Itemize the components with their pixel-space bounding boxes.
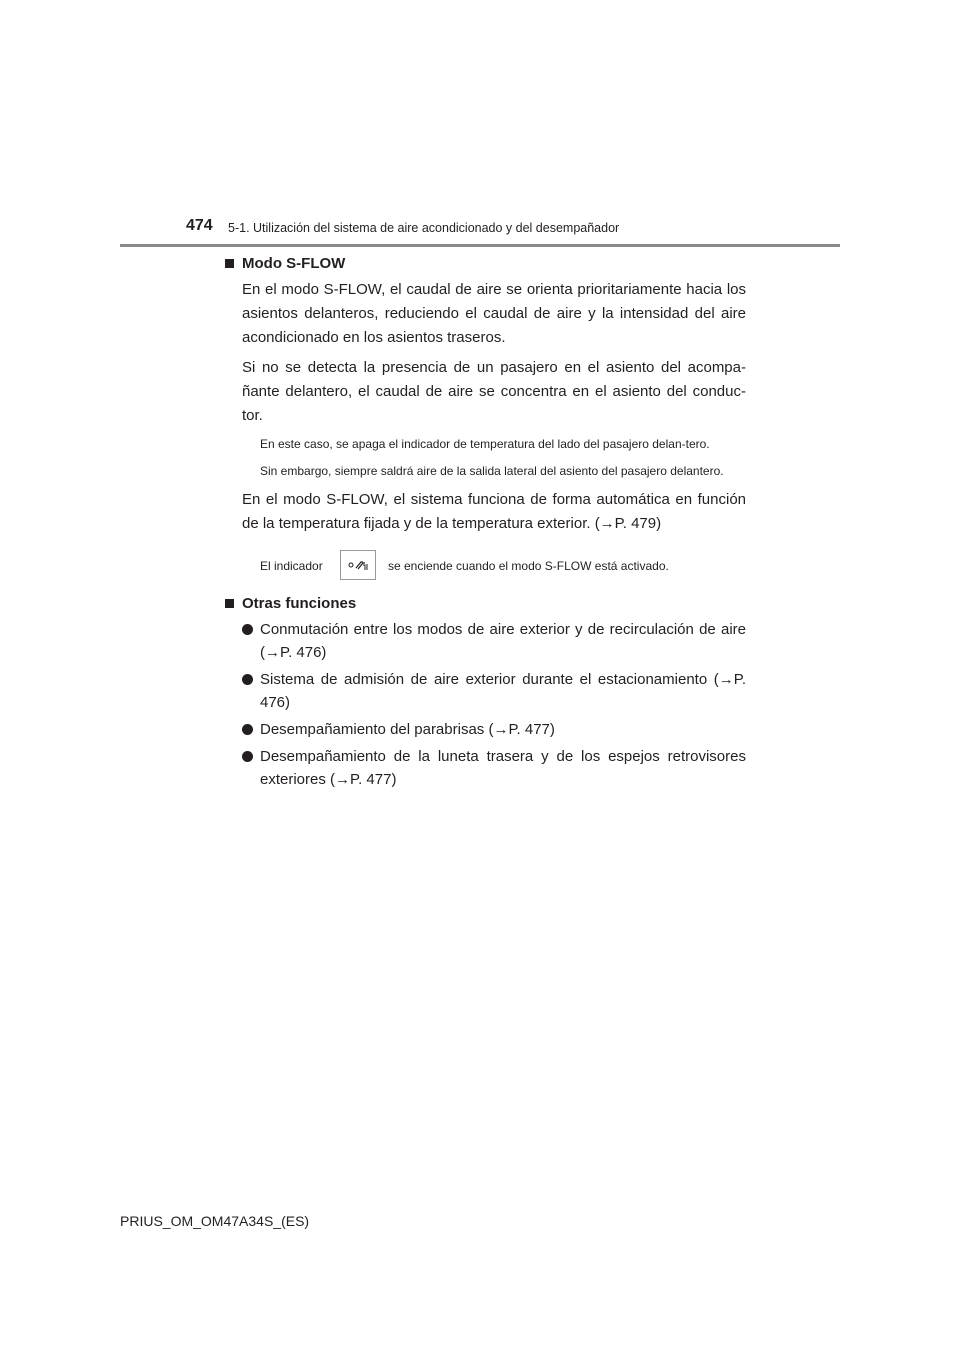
bullet-dot-icon <box>242 624 253 635</box>
list-item-text: Conmutación entre los modos de aire exterior y de recirculación de aire (→P. 476) <box>260 621 746 661</box>
section-title-sflow <box>220 254 746 274</box>
page-content <box>220 254 746 795</box>
list-item <box>242 745 746 791</box>
bullet-dot-icon <box>242 751 253 762</box>
list-item-text: Sistema de admisión de aire exterior durante el estacionamiento (→P. 476) <box>260 671 746 711</box>
page-number: 474 <box>186 217 213 234</box>
section-title-text: Otras funciones <box>242 595 357 612</box>
indicator-note <box>260 550 746 580</box>
indicator-text-after: se enciende cuando el modo S-FLOW está activado. <box>388 559 669 573</box>
square-bullet-icon <box>225 599 234 608</box>
note: En este caso, se apaga el indicador de temperatura del lado del pasajero delan-tero. <box>260 437 710 451</box>
square-bullet-icon <box>225 259 234 268</box>
paragraph: En el modo S-FLOW, el caudal de aire se orienta prioritariamente hacia los asientos delanteros, reduciendo el caudal de aire y la intensidad del aire acondicionado en los asientos traseros. <box>242 281 746 346</box>
chapter-title: 5-1. Utilización del sistema de aire acondicionado y del desempañador <box>228 221 620 235</box>
section-title-text: Modo S-FLOW <box>242 255 346 272</box>
paragraph: En el modo S-FLOW, el sistema funciona de forma automática en función de la temperatura fijada y de la temperatura exterior. (→P. 479) <box>242 491 746 532</box>
list-item-text: Desempañamiento de la luneta trasera y de los espejos retrovisores exteriores (→P. 477) <box>260 748 746 788</box>
header-divider <box>120 244 840 247</box>
indicator-text-before: El indicador <box>260 559 323 573</box>
list-item-text: Desempañamiento del parabrisas (→P. 477) <box>260 721 555 738</box>
page-header <box>0 0 960 250</box>
section-title-other <box>220 594 746 614</box>
note: Sin embargo, siempre saldrá aire de la salida lateral del asiento del pasajero delantero. <box>260 464 724 478</box>
list-item <box>242 618 746 664</box>
list-item <box>242 718 746 741</box>
list-item <box>242 668 746 714</box>
paragraph: Si no se detecta la presencia de un pasajero en el asiento del acompa-ñante delantero, el caudal de aire se concentra en el asiento del conduc-tor. <box>242 359 746 424</box>
s-flow-indicator-icon <box>340 550 376 580</box>
bullet-dot-icon <box>242 724 253 735</box>
bullet-dot-icon <box>242 674 253 685</box>
document-code: PRIUS_OM_OM47A34S_(ES) <box>120 1213 310 1229</box>
